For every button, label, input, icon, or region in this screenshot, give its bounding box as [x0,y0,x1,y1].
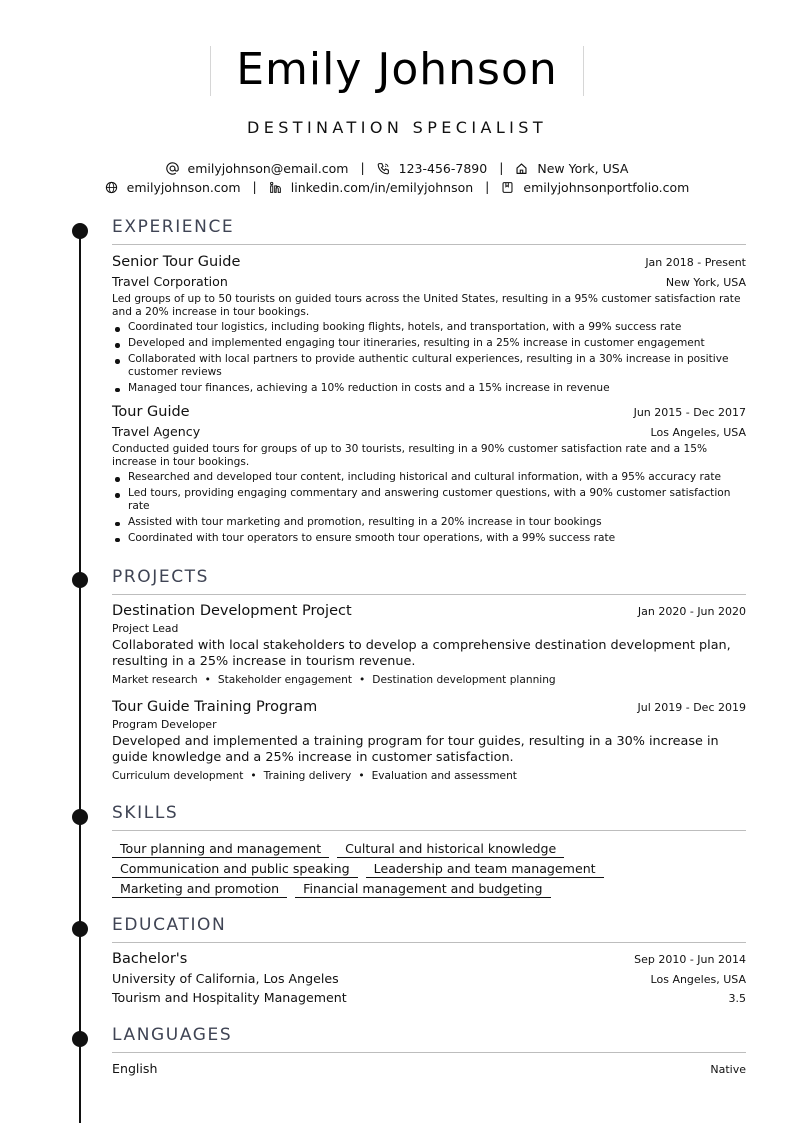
phone-text: 123-456-7890 [398,160,488,176]
skill-tag: Communication and public speaking [112,861,358,878]
languages-section [112,1024,746,1078]
bullet-item: Coordinated with tour operators to ensure smooth tour operations, with a 99% success rate [112,532,746,545]
bullet-item: Managed tour finances, achieving a 10% reduction in costs and a 15% increase in revenue [112,382,746,395]
globe-icon [105,181,118,194]
education-section [112,914,746,1007]
project-entry [112,601,746,687]
language-name: English [112,1061,158,1076]
gpa: 3.5 [728,992,746,1005]
skill-tag: Cultural and historical knowledge [337,841,564,858]
section-heading-experience: EXPERIENCE [112,216,746,245]
project-description: Developed and implemented a training program for tour guides, resulting in a 30% increase in guide knowledge and a 25% increase in customer satisfaction. [112,734,719,765]
experience-entry [112,402,746,544]
project-tag: Evaluation and assessment [371,770,517,782]
language-level: Native [710,1063,746,1076]
job-title: Tour Guide [112,404,190,420]
project-title: Tour Guide Training Program [112,699,318,715]
portfolio-text: emilyjohnsonportfolio.com [523,179,690,195]
project-description: Collaborated with local stakeholders to develop a comprehensive destination development plan, resulting in a 25% increase in tourism revenue. [112,638,731,669]
skill-tag: Tour planning and management [112,841,329,858]
linkedin-text: linkedin.com/in/emilyjohnson [290,179,474,195]
project-tag: Stakeholder engagement [217,674,353,686]
portfolio-icon [501,181,514,194]
candidate-name: Emily Johnson [236,44,558,95]
separator: | [485,179,490,194]
section-heading-education: EDUCATION [112,914,746,943]
project-entry [112,697,746,783]
job-summary: Led groups of up to 50 tourists on guided tours across the United States, resulting in a 95% customer satisfaction rate and a 20% increase in tour bookings. [112,293,741,318]
project-dates: Jul 2019 - Dec 2019 [637,701,746,714]
contact-portfolio[interactable] [501,179,689,197]
section-heading-skills: SKILLS [112,802,746,831]
school-name: University of California, Los Angeles [112,971,339,986]
separator: | [360,160,365,175]
education-dates: Sep 2010 - Jun 2014 [634,953,746,966]
project-role: Program Developer [112,718,217,731]
projects-section [112,566,746,783]
skill-tag: Marketing and promotion [112,881,287,898]
education-entry [112,949,746,1007]
job-location: New York, USA [665,276,746,289]
section-heading-languages: LANGUAGES [112,1024,746,1053]
skill-tag: Financial management and budgeting [295,881,550,898]
bullet-item: Assisted with tour marketing and promotion, resulting in a 20% increase in tour bookings [112,516,746,529]
school-location: Los Angeles, USA [650,973,746,986]
company-name: Travel Agency [112,424,201,439]
skills-section [112,802,746,898]
contact-phone[interactable] [377,160,488,178]
project-role: Project Lead [112,622,179,635]
separator: | [499,160,504,175]
job-title: DESTINATION SPECIALIST [246,118,547,137]
timeline-line [79,230,81,1123]
project-tags: Market research • Stakeholder engagement • Destination development planning [112,674,556,686]
timeline-dot-experience [72,223,88,239]
website-text: emilyjohnson.com [126,179,241,195]
contact-website[interactable] [105,179,241,197]
contact-linkedin[interactable] [269,179,473,197]
job-dates: Jun 2015 - Dec 2017 [633,406,746,419]
job-summary: Conducted guided tours for groups of up to 30 tourists, resulting in a 90% customer satisfaction rate and a 15% increase in tour bookings. [112,443,708,468]
project-tags: Curriculum development • Training delivery • Evaluation and assessment [112,770,517,782]
separator: | [252,179,257,194]
timeline-dot-projects [72,572,88,588]
at-icon [166,162,179,175]
project-tag: Curriculum development [112,770,244,782]
project-tag: Training delivery [263,770,352,782]
bullet-item: Developed and implemented engaging tour itineraries, resulting in a 25% increase in customer engagement [112,337,746,350]
name-box [210,46,584,96]
experience-entry [112,252,746,394]
project-tag: Destination development planning [372,674,556,686]
phone-icon [377,162,390,175]
job-dates: Jan 2018 - Present [645,256,746,269]
language-item [112,1059,746,1078]
bullet-item: Researched and developed tour content, including historical and cultural information, with a 95% accuracy rate [112,471,746,484]
project-dates: Jan 2020 - Jun 2020 [637,605,746,618]
project-tag: Market research [112,674,198,686]
experience-section [112,216,746,548]
skill-tag: Leadership and team management [366,861,604,878]
job-title: Senior Tour Guide [112,254,241,270]
location-text: New York, USA [537,160,629,176]
job-location: Los Angeles, USA [650,426,746,439]
bullet-list [112,471,746,544]
bullet-item: Collaborated with local partners to provide authentic cultural experiences, resulting in a 30% increase in positive customer reviews [112,353,746,378]
timeline-dot-languages [72,1031,88,1047]
bullet-list [112,321,746,394]
bullet-item: Coordinated tour logistics, including booking flights, hotels, and transportation, with a 99% success rate [112,321,746,334]
contact-row-1 [0,159,794,178]
timeline-dot-education [72,921,88,937]
contact-location [515,160,628,178]
email-text: emilyjohnson@email.com [187,160,349,176]
linkedin-icon [269,181,282,194]
section-heading-projects: PROJECTS [112,566,746,595]
contact-email[interactable] [166,160,349,178]
home-icon [515,162,528,175]
timeline-dot-skills [72,809,88,825]
project-title: Destination Development Project [112,603,352,619]
company-name: Travel Corporation [112,274,228,289]
bullet-item: Led tours, providing engaging commentary and answering customer questions, with a 90% customer satisfaction rate [112,487,746,512]
skills-list [112,838,746,898]
contact-row-2 [0,178,794,197]
field-of-study: Tourism and Hospitality Management [112,990,347,1005]
degree: Bachelor's [112,951,188,967]
